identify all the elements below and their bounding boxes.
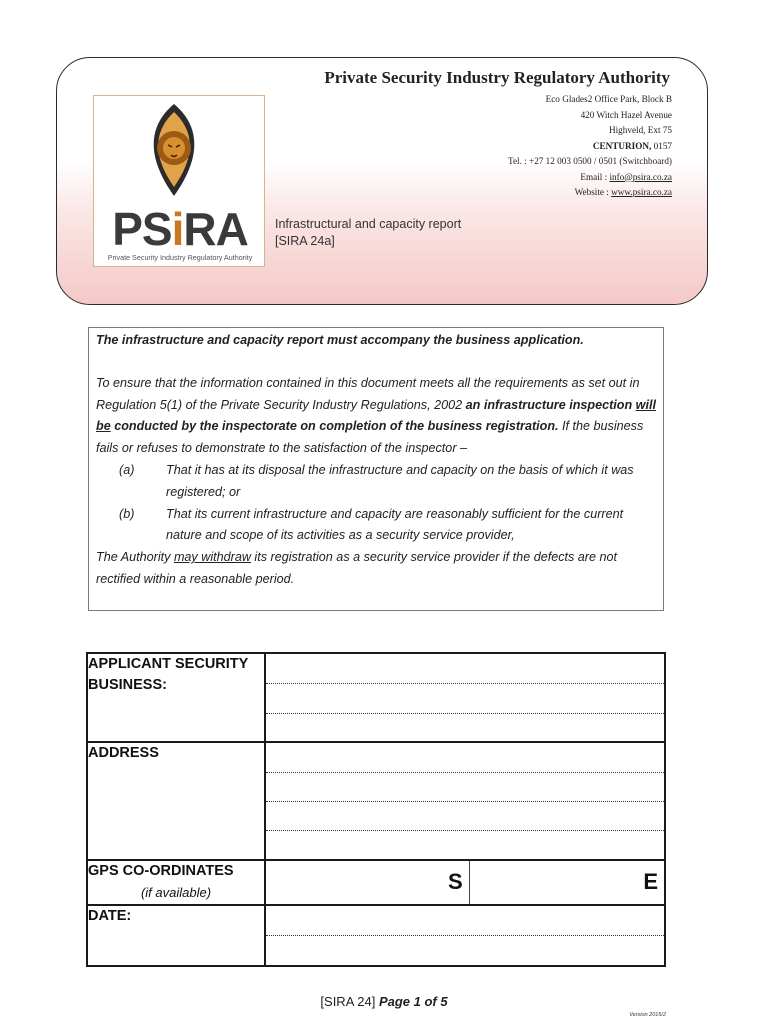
- address-line: Highveld, Ext 75: [608, 125, 672, 135]
- notice-paragraph: To ensure that the information contained in this document meets all the requirements as set out in Regulation 5(1) of the Private Security Industry Regulations, 2002 an infrastructure inspection will be conducted by the inspectorate on completion of the business registration. If the business fails or refuses to demonstrate to the satisfaction of the inspector –: [96, 375, 656, 456]
- gps-sublabel: (if available): [140, 885, 212, 900]
- email-line: Email : info@psira.co.za: [580, 171, 672, 182]
- gps-south-label: S: [448, 869, 463, 894]
- email-link[interactable]: info@psira.co.za: [609, 171, 672, 182]
- address-line: Eco Glades2 Office Park, Block B: [545, 94, 672, 104]
- city-line: CENTURION, 0157: [592, 140, 672, 151]
- report-title: Infrastructural and capacity report [SIRA 24a]: [275, 217, 462, 248]
- page-footer: [SIRA 24] Page 1 of 5: [320, 994, 448, 1009]
- phone-line: Tel. : +27 12 003 0500 / 0501 (Switchboard): [507, 156, 672, 166]
- report-code: [SIRA 24a]: [275, 234, 335, 248]
- logo-tagline: Private Security Industry Regulatory Authority: [107, 253, 253, 262]
- applicant-label: APPLICANT SECURITY BUSINESS:: [87, 653, 265, 742]
- notice-item-b: (b) That its current infrastructure and capacity are reasonably sufficient for the current nature and scope of its activities as a security service provider,: [119, 506, 624, 543]
- lion-shield-emblem: [142, 102, 206, 198]
- address-label: ADDRESS: [87, 742, 265, 860]
- notice-lead: The infrastructure and capacity report must accompany the business application.: [96, 333, 584, 347]
- gps-east-label: E: [643, 869, 658, 894]
- version-label: Version 2015/2: [629, 1012, 666, 1018]
- website-link[interactable]: www.psira.co.za: [611, 187, 672, 197]
- notice-box: [88, 327, 664, 611]
- website-line: Website : www.psira.co.za: [574, 187, 672, 197]
- page-number: Page 1 of 5: [378, 994, 448, 1009]
- application-form: [86, 652, 666, 967]
- address-field[interactable]: [265, 742, 665, 860]
- authority-name: Private Security Industry Regulatory Authority: [324, 68, 670, 87]
- gps-divider: [469, 861, 470, 904]
- address-line: 420 Witch Hazel Avenue: [580, 109, 672, 120]
- contact-block: [508, 92, 672, 201]
- date-field[interactable]: [265, 905, 665, 966]
- psira-logo: [93, 95, 265, 267]
- applicant-field[interactable]: [265, 653, 665, 742]
- gps-label: GPS CO-ORDINATES (if available): [87, 860, 265, 905]
- logo-wordmark: PSiRA: [112, 203, 248, 255]
- gps-field[interactable]: [265, 860, 665, 905]
- date-label: DATE:: [87, 905, 265, 966]
- notice-closing: The Authority may withdraw its registration as a security service provider if the defects are not rectified within a reasonable period.: [96, 550, 618, 586]
- notice-item-a: (a) That it has at its disposal the infrastructure and capacity on the basis of which it was registered; or: [119, 462, 634, 499]
